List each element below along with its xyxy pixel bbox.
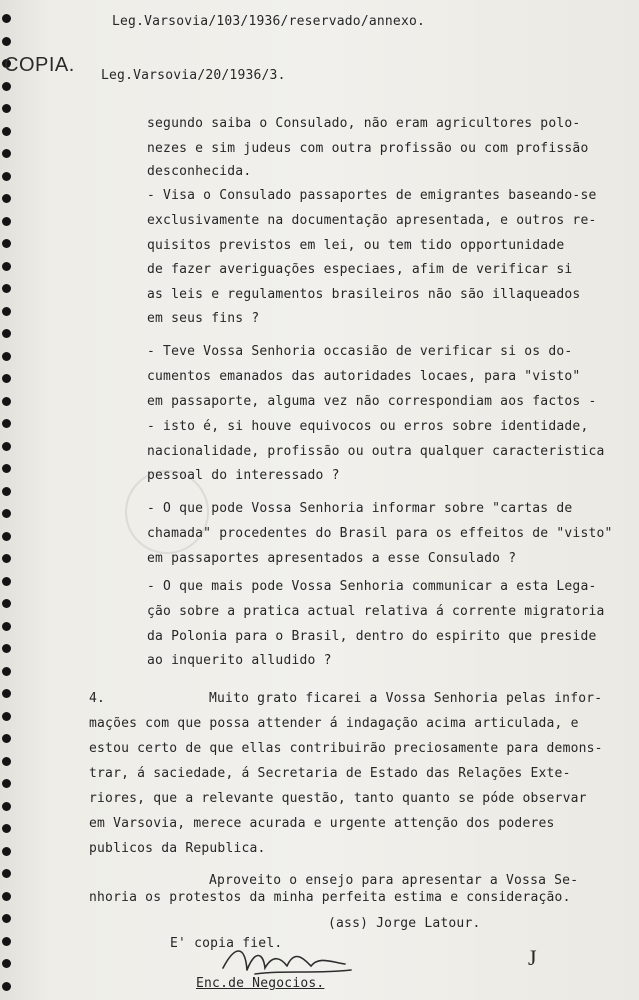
body-line: em seus fins ? <box>147 311 260 326</box>
body-line: as leis e regulamentos brasileiros não são illaqueados <box>147 287 581 302</box>
paragraph-4-line: publicos da Republica. <box>89 841 266 856</box>
body-line: segundo saiba o Consulado, não eram agricultores polo- <box>147 116 581 131</box>
binder-hole <box>2 104 11 113</box>
binder-hole <box>2 397 11 406</box>
body-line: ao inquerito alludido ? <box>147 653 332 668</box>
binder-hole <box>2 284 11 293</box>
binder-hole <box>2 509 11 518</box>
binder-hole <box>2 892 11 901</box>
binder-hole <box>2 982 11 991</box>
binder-hole <box>2 307 11 316</box>
binder-hole <box>2 352 11 361</box>
binder-hole <box>2 82 11 91</box>
binder-hole <box>2 172 11 181</box>
copia-stamp: COPIA. <box>4 54 75 76</box>
binder-hole <box>2 554 11 563</box>
binder-hole <box>2 914 11 923</box>
binder-hole <box>2 419 11 428</box>
binder-hole <box>2 847 11 856</box>
body-line: nezes e sim judeus com outra profissão ou com profissão <box>147 141 589 156</box>
binder-hole <box>2 689 11 698</box>
binder-hole <box>2 239 11 248</box>
body-line: em passaporte, alguma vez não correspondiam aos factos - <box>147 394 597 409</box>
binder-hole <box>2 464 11 473</box>
copy-certification: E' copia fiel. <box>170 936 283 951</box>
body-line: - O que pode Vossa Senhoria informar sobre "cartas de <box>147 501 573 516</box>
binder-hole <box>2 329 11 338</box>
body-line: desconhecida. <box>147 164 252 179</box>
binder-hole <box>2 667 11 676</box>
binder-hole <box>2 622 11 631</box>
binder-hole <box>2 14 11 23</box>
body-line: da Polonia para o Brasil, dentro do espirito que preside <box>147 629 597 644</box>
body-line: - O que mais pode Vossa Senhoria communicar a esta Lega- <box>147 579 597 594</box>
binder-holes <box>0 0 16 1000</box>
body-line: nacionalidade, profissão ou outra qualquer caracteristica <box>147 444 605 459</box>
body-line: quisitos previstos em lei, ou tem tido opportunidade <box>147 238 565 253</box>
margin-mark: J <box>528 945 537 970</box>
closing-line: nhoria os protestos da minha perfeita estima e consideração. <box>89 890 571 905</box>
binder-hole <box>2 442 11 451</box>
paragraph-number: 4. <box>89 691 106 706</box>
paragraph-4-line: em Varsovia, merece acurada e urgente attenção dos poderes <box>89 816 555 831</box>
signature-line: (ass) Jorge Latour. <box>328 916 481 931</box>
binder-hole <box>2 734 11 743</box>
paragraph-4-line: estou certo de que ellas contribuirão preciosamente para demons- <box>89 741 603 756</box>
body-line: exclusivamente na documentação apresentada, e outros re- <box>147 213 597 228</box>
body-line: - Visa o Consulado passaportes de emigrantes baseando-se <box>147 188 597 203</box>
binder-hole <box>2 757 11 766</box>
binder-hole <box>2 959 11 968</box>
binder-hole <box>2 487 11 496</box>
binder-hole <box>2 577 11 586</box>
binder-hole <box>2 869 11 878</box>
binder-hole <box>2 127 11 136</box>
body-line: em passaportes apresentados a esse Consulado ? <box>147 551 517 566</box>
binder-hole <box>2 802 11 811</box>
binder-hole <box>2 644 11 653</box>
body-line: pessoal do interessado ? <box>147 468 340 483</box>
binder-hole <box>2 779 11 788</box>
sub-reference: Leg.Varsovia/20/1936/3. <box>101 68 286 83</box>
binder-hole <box>2 217 11 226</box>
closing-line: Aproveito o ensejo para apresentar a Vossa Se- <box>209 873 579 888</box>
binder-hole <box>2 712 11 721</box>
paragraph-4-line: Muito grato ficarei a Vossa Senhoria pelas infor- <box>209 691 603 706</box>
binder-hole <box>2 599 11 608</box>
binder-hole <box>2 37 11 46</box>
binder-hole <box>2 374 11 383</box>
paragraph-4-line: trar, á saciedade, á Secretaria de Estado das Relações Exte- <box>89 766 571 781</box>
body-line: chamada" procedentes do Brasil para os effeitos de "visto" <box>147 526 613 541</box>
body-line: - isto é, si houve equivocos ou erros sobre identidade, <box>147 419 589 434</box>
body-line: - Teve Vossa Senhoria occasião de verificar si os do- <box>147 344 573 359</box>
body-line: ção sobre a pratica actual relativa á corrente migratoria <box>147 604 605 619</box>
body-line: de fazer averiguações especiaes, afim de verificar si <box>147 262 573 277</box>
header-reference: Leg.Varsovia/103/1936/reservado/annexo. <box>112 14 426 29</box>
binder-hole <box>2 824 11 833</box>
chargé-signature-title: Enc.de Negocios. <box>196 976 325 991</box>
binder-hole <box>2 149 11 158</box>
handwritten-signature <box>215 940 355 980</box>
body-line: cumentos emanados das autoridades locaes, para "visto" <box>147 369 581 384</box>
paragraph-4-line: mações com que possa attender á indagação acima articulada, e <box>89 716 579 731</box>
binder-hole <box>2 262 11 271</box>
paragraph-4-line: riores, que a relevante questão, tanto quanto se póde observar <box>89 791 587 806</box>
binder-hole <box>2 194 11 203</box>
binder-hole <box>2 532 11 541</box>
binder-hole <box>2 937 11 946</box>
